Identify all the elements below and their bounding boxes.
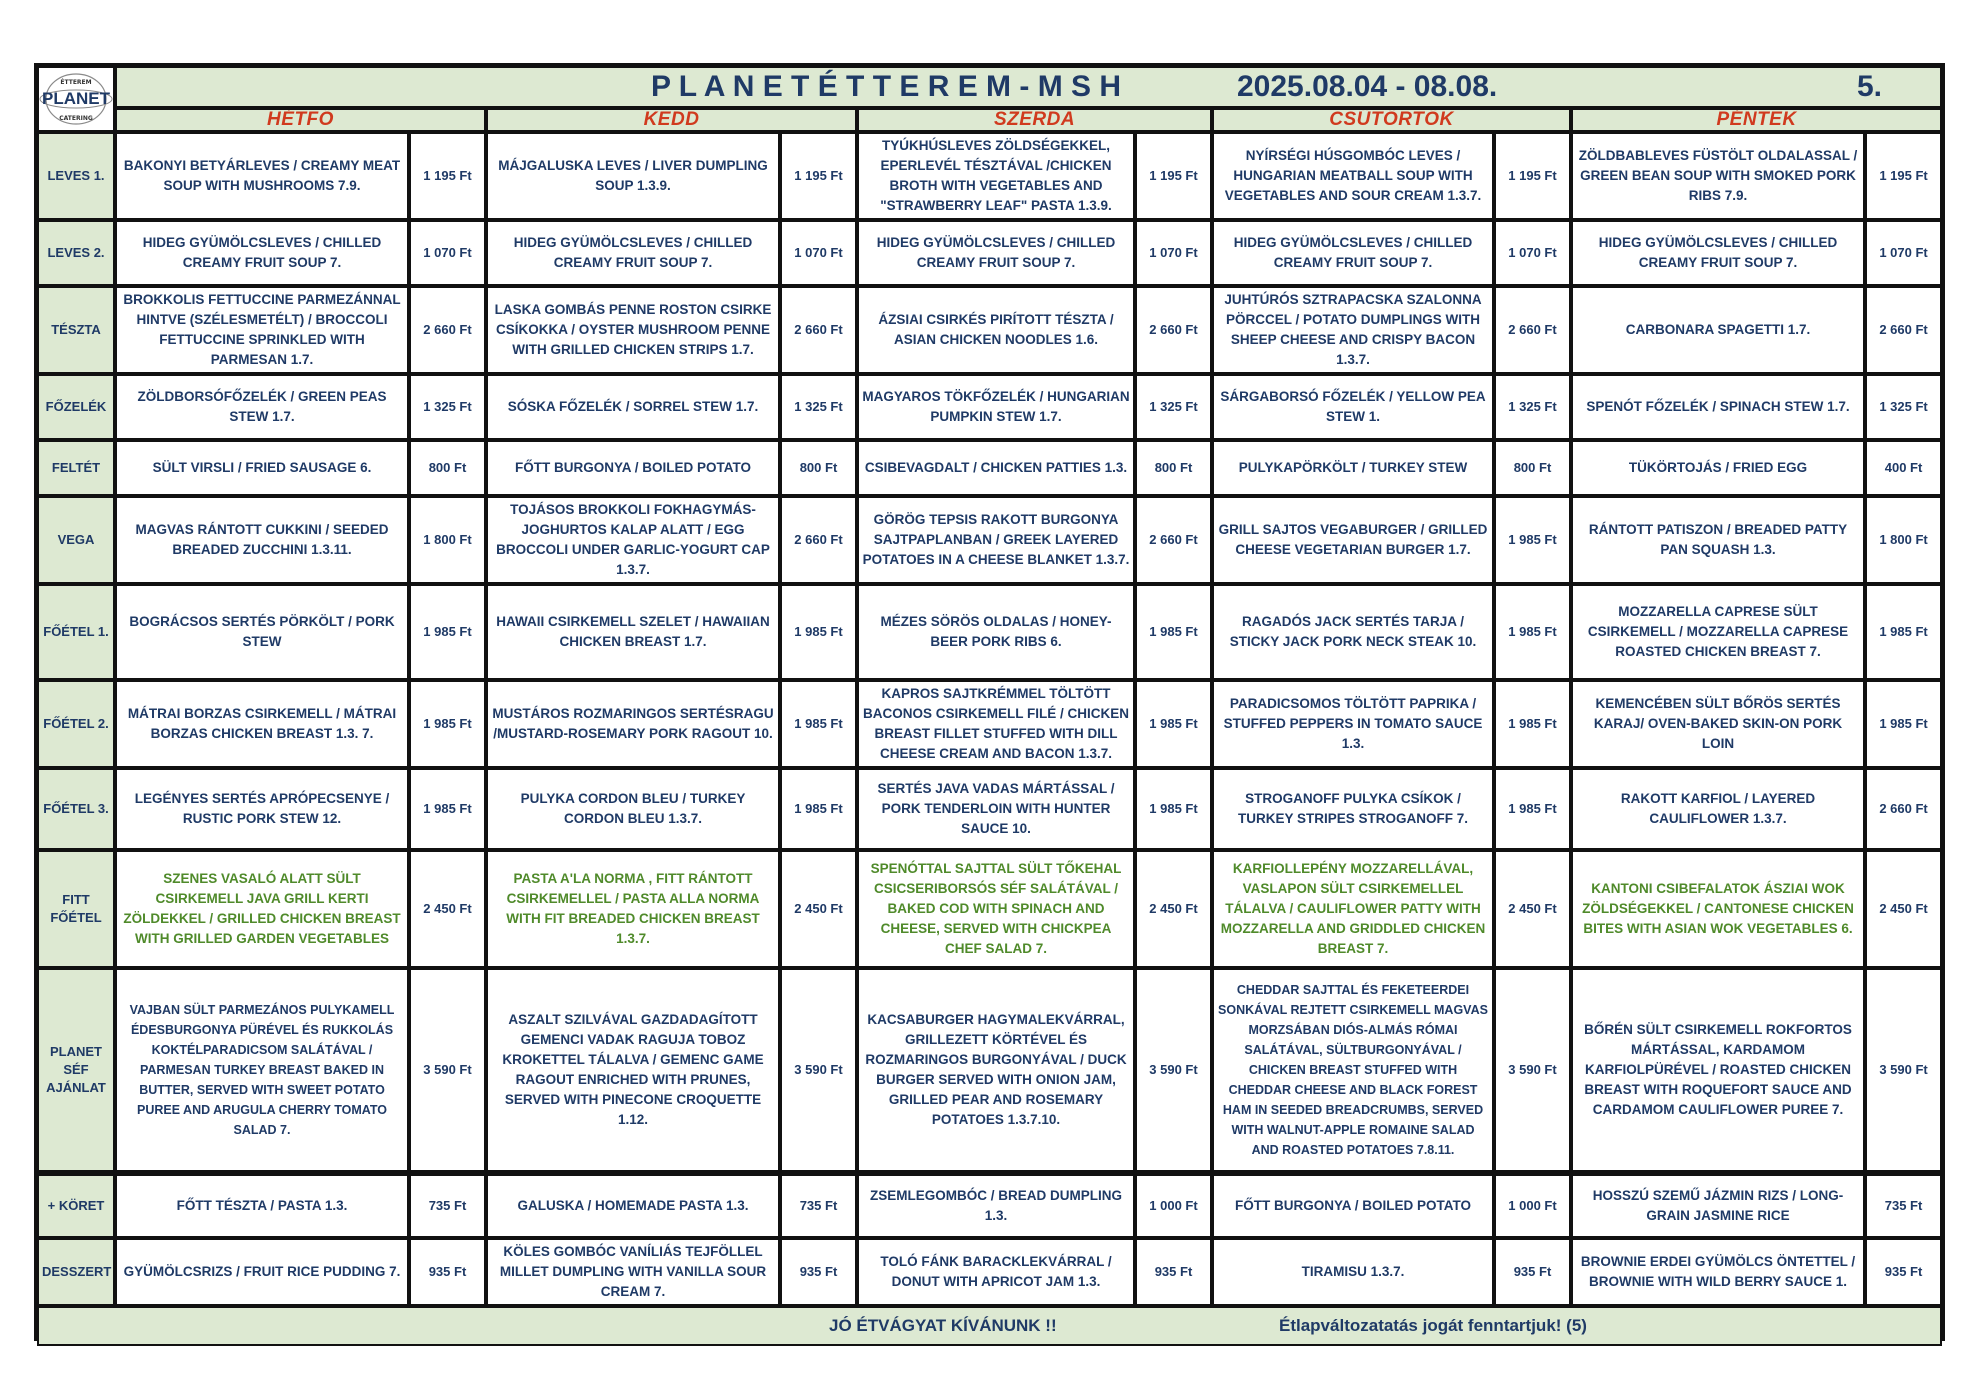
category-label: LEVES 1. <box>37 132 115 220</box>
dish-name: ÁZSIAI CSIRKÉS PIRÍTOTT TÉSZTA / ASIAN CHICKEN NOODLES 1.6. <box>857 286 1135 374</box>
dish-price: 1 985 Ft <box>780 680 857 768</box>
category-label: FŐÉTEL 3. <box>37 768 115 850</box>
logo-bottom-text: CATERING <box>59 115 93 122</box>
dish-price: 1 325 Ft <box>780 374 857 440</box>
dish-price: 2 450 Ft <box>1494 850 1571 968</box>
week-number: 5. <box>1857 70 1883 103</box>
dish-name: LASKA GOMBÁS PENNE ROSTON CSIRKE CSÍKOKKA / OYSTER MUSHROOM PENNE WITH GRILLED CHICKEN STRIPS 1.7. <box>486 286 780 374</box>
dish-price: 1 325 Ft <box>1494 374 1571 440</box>
dish-name: MÉZES SÖRÖS OLDALAS / HONEY-BEER PORK RIBS 6. <box>857 584 1135 680</box>
dish-name: SPENÓTTAL SAJTTAL SÜLT TŐKEHAL CSICSERIBORSÓS SÉF SALÁTÁVAL / BAKED COD WITH SPINACH AND CHEESE, SERVED WITH CHICKPEA CHEF SALAD 7. <box>857 850 1135 968</box>
dish-name: SÁRGABORSÓ FŐZELÉK / YELLOW PEA STEW 1. <box>1212 374 1494 440</box>
dish-name: MUSTÁROS ROZMARINGOS SERTÉSRAGU /MUSTARD-ROSEMARY PORK RAGOUT 10. <box>486 680 780 768</box>
menu-row <box>37 850 1942 968</box>
dish-price: 1 985 Ft <box>1494 496 1571 584</box>
title-row <box>37 66 1942 108</box>
category-label: PLANET SÉF AJÁNLAT <box>37 968 115 1172</box>
dish-name: RAKOTT KARFIOL / LAYERED CAULIFLOWER 1.3.7. <box>1571 768 1865 850</box>
dish-price: 1 985 Ft <box>1865 584 1942 680</box>
dish-name: ASZALT SZILVÁVAL GAZDADAGÍTOTT GEMENCI VADAK RAGUJA TOBOZ KROKETTEL TÁLALVA / GEMENC GAME RAGOUT ENRICHED WITH PRUNES, SERVED WITH PINECONE CROQUETTE 1.12. <box>486 968 780 1172</box>
dish-price: 1 800 Ft <box>1865 496 1942 584</box>
dish-price: 735 Ft <box>1865 1172 1942 1238</box>
day-header-row <box>37 108 1942 132</box>
dish-price: 1 985 Ft <box>1135 680 1212 768</box>
logo <box>37 66 115 132</box>
dish-price: 800 Ft <box>780 440 857 496</box>
dish-price: 1 985 Ft <box>409 584 486 680</box>
dish-price: 1 195 Ft <box>1135 132 1212 220</box>
category-label: FITT FŐÉTEL <box>37 850 115 968</box>
dish-price: 2 660 Ft <box>1865 286 1942 374</box>
menu-row <box>37 220 1942 286</box>
dish-name: TOJÁSOS BROKKOLI FOKHAGYMÁS-JOGHURTOS KALAP ALATT / EGG BROCCOLI UNDER GARLIC-YOGURT CAP 1.3.7. <box>486 496 780 584</box>
dish-price: 2 660 Ft <box>1865 768 1942 850</box>
dish-name: MÁJGALUSKA LEVES / LIVER DUMPLING SOUP 1.3.9. <box>486 132 780 220</box>
dish-name: TÜKÖRTOJÁS / FRIED EGG <box>1571 440 1865 496</box>
dish-name: FŐTT BURGONYA / BOILED POTATO <box>1212 1172 1494 1238</box>
menu-row <box>37 374 1942 440</box>
day-header: SZERDA <box>857 108 1212 132</box>
dish-name: BŐRÉN SÜLT CSIRKEMELL ROKFORTOS MÁRTÁSSAL, KARDAMOM KARFIOLPÜRÉVEL / ROASTED CHICKEN BREAST WITH ROQUEFORT SAUCE AND CARDAMOM CAULIFLOWER PUREE 7. <box>1571 968 1865 1172</box>
dish-name: HIDEG GYÜMÖLCSLEVES / CHILLED CREAMY FRUIT SOUP 7. <box>857 220 1135 286</box>
dish-name: SERTÉS JAVA VADAS MÁRTÁSSAL / PORK TENDERLOIN WITH HUNTER SAUCE 10. <box>857 768 1135 850</box>
logo-text: PLANET <box>42 89 110 108</box>
weekly-menu-sheet <box>34 63 1945 1341</box>
dish-price: 400 Ft <box>1865 440 1942 496</box>
day-header: CSÜTÖRTÖK <box>1212 108 1571 132</box>
dish-price: 2 450 Ft <box>409 850 486 968</box>
dish-name: KAPROS SAJTKRÉMMEL TÖLTÖTT BACONOS CSIRKEMELL FILÉ / CHICKEN BREAST FILLET STUFFED WITH DILL CHEESE CREAM AND BACON 1.3.7. <box>857 680 1135 768</box>
dish-name: PASTA A'LA NORMA , FITT RÁNTOTT CSIRKEMELLEL / PASTA ALLA NORMA WITH FIT BREADED CHICKEN BREAST 1.3.7. <box>486 850 780 968</box>
menu-row <box>37 496 1942 584</box>
dish-price: 1 985 Ft <box>1135 768 1212 850</box>
category-label: FŐÉTEL 1. <box>37 584 115 680</box>
dish-name: PULYKA CORDON BLEU / TURKEY CORDON BLEU 1.3.7. <box>486 768 780 850</box>
dish-price: 1 000 Ft <box>1135 1172 1212 1238</box>
menu-row <box>37 968 1942 1172</box>
dish-name: KARFIOLLEPÉNY MOZZARELLÁVAL, VASLAPON SÜLT CSIRKEMELLEL TÁLALVA / CAULIFLOWER PATTY WITH MOZZARELLA AND GRIDDLED CHICKEN BREAST 7. <box>1212 850 1494 968</box>
dish-name: HIDEG GYÜMÖLCSLEVES / CHILLED CREAMY FRUIT SOUP 7. <box>1571 220 1865 286</box>
date-range: 2025.08.04 - 08.08. <box>1237 70 1498 103</box>
dish-name: BOGRÁCSOS SERTÉS PÖRKÖLT / PORK STEW <box>115 584 409 680</box>
dish-name: SÜLT VIRSLI / FRIED SAUSAGE 6. <box>115 440 409 496</box>
category-label: VEGA <box>37 496 115 584</box>
planet-logo-icon <box>39 70 113 128</box>
dish-price: 2 660 Ft <box>780 496 857 584</box>
dish-name: GRILL SAJTOS VEGABURGER / GRILLED CHEESE VEGETARIAN BURGER 1.7. <box>1212 496 1494 584</box>
dish-name: MÁTRAI BORZAS CSIRKEMELL / MÁTRAI BORZAS CHICKEN BREAST 1.3. 7. <box>115 680 409 768</box>
menu-title-bar <box>115 66 1942 108</box>
dish-name: CHEDDAR SAJTTAL ÉS FEKETEERDEI SONKÁVAL REJTETT CSIRKEMELL MAGVAS MORZSÁBAN DIÓS-ALMÁS RÓMAI SALÁTÁVAL, SÜLTBURGONYÁVAL / CHICKEN BREAST STUFFED WITH CHEDDAR CHEESE AND BLACK FOREST HAM IN SEEDED BREADCRUMBS, SERVED WITH WALNUT-APPLE ROMAINE SALAD AND ROASTED POTATOES 7.8.11. <box>1212 968 1494 1172</box>
dish-price: 3 590 Ft <box>1494 968 1571 1172</box>
menu-row <box>37 1172 1942 1238</box>
dish-name: TIRAMISU 1.3.7. <box>1212 1238 1494 1306</box>
dish-price: 800 Ft <box>1135 440 1212 496</box>
dish-name: KEMENCÉBEN SÜLT BŐRÖS SERTÉS KARAJ/ OVEN-BAKED SKIN-ON PORK LOIN <box>1571 680 1865 768</box>
dish-price: 2 660 Ft <box>1494 286 1571 374</box>
dish-name: MOZZARELLA CAPRESE SÜLT CSIRKEMELL / MOZZARELLA CAPRESE ROASTED CHICKEN BREAST 7. <box>1571 584 1865 680</box>
dish-price: 935 Ft <box>1865 1238 1942 1306</box>
dish-price: 1 325 Ft <box>1135 374 1212 440</box>
dish-price: 2 450 Ft <box>1865 850 1942 968</box>
dish-name: MAGYAROS TÖKFŐZELÉK / HUNGARIAN PUMPKIN STEW 1.7. <box>857 374 1135 440</box>
menu-row <box>37 1238 1942 1306</box>
dish-name: LEGÉNYES SERTÉS APRÓPECSENYE / RUSTIC PORK STEW 12. <box>115 768 409 850</box>
dish-price: 1 985 Ft <box>1135 584 1212 680</box>
dish-price: 2 450 Ft <box>1135 850 1212 968</box>
day-header: PÉNTEK <box>1571 108 1942 132</box>
dish-name: ZÖLDBORSÓFŐZELÉK / GREEN PEAS STEW 1.7. <box>115 374 409 440</box>
menu-row <box>37 286 1942 374</box>
dish-name: GALUSKA / HOMEMADE PASTA 1.3. <box>486 1172 780 1238</box>
dish-price: 1 985 Ft <box>780 768 857 850</box>
category-label: FŐZELÉK <box>37 374 115 440</box>
menu-table <box>37 66 1942 1346</box>
dish-name: HOSSZÚ SZEMŰ JÁZMIN RIZS / LONG-GRAIN JASMINE RICE <box>1571 1172 1865 1238</box>
dish-name: TOLÓ FÁNK BARACKLEKVÁRRAL / DONUT WITH APRICOT JAM 1.3. <box>857 1238 1135 1306</box>
category-label: + KÖRET <box>37 1172 115 1238</box>
dish-name: KANTONI CSIBEFALATOK ÁSZIAI WOK ZÖLDSÉGEKKEL / CANTONESE CHICKEN BITES WITH ASIAN WOK VEGETABLES 6. <box>1571 850 1865 968</box>
dish-name: PULYKAPÖRKÖLT / TURKEY STEW <box>1212 440 1494 496</box>
dish-name: VAJBAN SÜLT PARMEZÁNOS PULYKAMELL ÉDESBURGONYA PÜRÉVEL ÉS RUKKOLÁS KOKTÉLPARADICSOM SALÁTÁVAL / PARMESAN TURKEY BREAST BAKED IN BUTTER, SERVED WITH SWEET POTATO PUREE AND ARUGULA CHERRY TOMATO SALAD 7. <box>115 968 409 1172</box>
footer-disclaimer: Étlapváltozatatás jogát fenntartjuk! (5) <box>1279 1316 1587 1335</box>
dish-name: FŐTT BURGONYA / BOILED POTATO <box>486 440 780 496</box>
dish-name: ZSEMLEGOMBÓC / BREAD DUMPLING 1.3. <box>857 1172 1135 1238</box>
dish-price: 1 195 Ft <box>780 132 857 220</box>
menu-row <box>37 680 1942 768</box>
dish-price: 935 Ft <box>1135 1238 1212 1306</box>
dish-name: CARBONARA SPAGETTI 1.7. <box>1571 286 1865 374</box>
dish-name: BAKONYI BETYÁRLEVES / CREAMY MEAT SOUP WITH MUSHROOMS 7.9. <box>115 132 409 220</box>
dish-name: ZÖLDBABLEVES FÜSTÖLT OLDALASSAL / GREEN BEAN SOUP WITH SMOKED PORK RIBS 7.9. <box>1571 132 1865 220</box>
dish-price: 735 Ft <box>780 1172 857 1238</box>
dish-name: CSIBEVAGDALT / CHICKEN PATTIES 1.3. <box>857 440 1135 496</box>
category-label: FŐÉTEL 2. <box>37 680 115 768</box>
day-header: KEDD <box>486 108 857 132</box>
dish-name: NYÍRSÉGI HÚSGOMBÓC LEVES / HUNGARIAN MEATBALL SOUP WITH VEGETABLES AND SOUR CREAM 1.3.7. <box>1212 132 1494 220</box>
dish-name: KÖLES GOMBÓC VANÍLIÁS TEJFÖLLEL MILLET DUMPLING WITH VANILLA SOUR CREAM 7. <box>486 1238 780 1306</box>
dish-name: RAGADÓS JACK SERTÉS TARJA / STICKY JACK PORK NECK STEAK 10. <box>1212 584 1494 680</box>
dish-price: 2 660 Ft <box>409 286 486 374</box>
dish-price: 735 Ft <box>409 1172 486 1238</box>
dish-name: RÁNTOTT PATISZON / BREADED PATTY PAN SQUASH 1.3. <box>1571 496 1865 584</box>
dish-price: 3 590 Ft <box>780 968 857 1172</box>
footer-greeting: JÓ ÉTVÁGYAT KÍVÁNUNK !! <box>829 1316 1057 1335</box>
menu-row <box>37 440 1942 496</box>
footer-bar <box>37 1306 1942 1346</box>
dish-name: SÓSKA FŐZELÉK / SORREL STEW 1.7. <box>486 374 780 440</box>
dish-price: 1 070 Ft <box>1135 220 1212 286</box>
dish-name: SZENES VASALÓ ALATT SÜLT CSIRKEMELL JAVA GRILL KERTI ZÖLDEKKEL / GRILLED CHICKEN BREAST WITH GRILLED GARDEN VEGETABLES <box>115 850 409 968</box>
category-label: FELTÉT <box>37 440 115 496</box>
dish-name: HIDEG GYÜMÖLCSLEVES / CHILLED CREAMY FRUIT SOUP 7. <box>1212 220 1494 286</box>
dish-price: 1 195 Ft <box>1865 132 1942 220</box>
dish-price: 2 660 Ft <box>1135 496 1212 584</box>
dish-price: 1 985 Ft <box>409 680 486 768</box>
dish-name: HIDEG GYÜMÖLCSLEVES / CHILLED CREAMY FRUIT SOUP 7. <box>115 220 409 286</box>
dish-price: 2 660 Ft <box>1135 286 1212 374</box>
dish-name: KACSABURGER HAGYMALEKVÁRRAL, GRILLEZETT KÖRTÉVEL ÉS ROZMARINGOS BURGONYÁVAL / DUCK BURGER SERVED WITH ONION JAM, GRILLED PEAR AND ROSEMARY POTATOES 1.3.7.10. <box>857 968 1135 1172</box>
dish-price: 1 325 Ft <box>409 374 486 440</box>
dish-price: 1 070 Ft <box>1865 220 1942 286</box>
dish-price: 1 325 Ft <box>1865 374 1942 440</box>
dish-name: TYÚKHÚSLEVES ZÖLDSÉGEKKEL, EPERLEVÉL TÉSZTÁVAL /CHICKEN BROTH WITH VEGETABLES AND "STRAWBERRY LEAF" PASTA 1.3.9. <box>857 132 1135 220</box>
dish-name: MAGVAS RÁNTOTT CUKKINI / SEEDED BREADED ZUCCHINI 1.3.11. <box>115 496 409 584</box>
menu-row <box>37 132 1942 220</box>
dish-price: 1 000 Ft <box>1494 1172 1571 1238</box>
dish-price: 800 Ft <box>1494 440 1571 496</box>
dish-name: GYÜMÖLCSRIZS / FRUIT RICE PUDDING 7. <box>115 1238 409 1306</box>
dish-name: JUHTÚRÓS SZTRAPACSKA SZALONNA PÖRCCEL / POTATO DUMPLINGS WITH SHEEP CHEESE AND CRISPY BACON 1.3.7. <box>1212 286 1494 374</box>
day-header: HÉTFŐ <box>115 108 486 132</box>
dish-name: GÖRÖG TEPSIS RAKOTT BURGONYA SAJTPAPLANBAN / GREEK LAYERED POTATOES IN A CHEESE BLANKET 1.3.7. <box>857 496 1135 584</box>
category-label: LEVES 2. <box>37 220 115 286</box>
dish-price: 1 070 Ft <box>780 220 857 286</box>
dish-price: 3 590 Ft <box>409 968 486 1172</box>
dish-price: 3 590 Ft <box>1135 968 1212 1172</box>
dish-price: 2 450 Ft <box>780 850 857 968</box>
dish-price: 3 590 Ft <box>1865 968 1942 1172</box>
dish-name: FŐTT TÉSZTA / PASTA 1.3. <box>115 1172 409 1238</box>
dish-price: 935 Ft <box>1494 1238 1571 1306</box>
dish-price: 1 985 Ft <box>1494 680 1571 768</box>
dish-price: 2 660 Ft <box>780 286 857 374</box>
dish-price: 1 070 Ft <box>1494 220 1571 286</box>
footer-row <box>37 1306 1942 1346</box>
dish-price: 1 070 Ft <box>409 220 486 286</box>
logo-top-text: ÉTTEREM <box>60 79 92 86</box>
dish-name: STROGANOFF PULYKA CSÍKOK / TURKEY STRIPES STROGANOFF 7. <box>1212 768 1494 850</box>
dish-price: 935 Ft <box>409 1238 486 1306</box>
dish-price: 1 800 Ft <box>409 496 486 584</box>
dish-price: 1 985 Ft <box>1865 680 1942 768</box>
dish-name: PARADICSOMOS TÖLTÖTT PAPRIKA / STUFFED PEPPERS IN TOMATO SAUCE 1.3. <box>1212 680 1494 768</box>
dish-name: BROKKOLIS FETTUCCINE PARMEZÁNNAL HINTVE (SZÉLESMETÉLT) / BROCCOLI FETTUCCINE SPRINKLED WITH PARMESAN 1.7. <box>115 286 409 374</box>
category-label: DESSZERT <box>37 1238 115 1306</box>
dish-name: BROWNIE ERDEI GYÜMÖLCS ÖNTETTEL / BROWNIE WITH WILD BERRY SAUCE 1. <box>1571 1238 1865 1306</box>
dish-price: 1 195 Ft <box>409 132 486 220</box>
dish-price: 1 985 Ft <box>780 584 857 680</box>
dish-name: SPENÓT FŐZELÉK / SPINACH STEW 1.7. <box>1571 374 1865 440</box>
dish-price: 935 Ft <box>780 1238 857 1306</box>
dish-price: 800 Ft <box>409 440 486 496</box>
menu-row <box>37 584 1942 680</box>
dish-price: 1 985 Ft <box>409 768 486 850</box>
dish-price: 1 195 Ft <box>1494 132 1571 220</box>
menu-row <box>37 768 1942 850</box>
dish-name: HAWAII CSIRKEMELL SZELET / HAWAIIAN CHICKEN BREAST 1.7. <box>486 584 780 680</box>
dish-name: HIDEG GYÜMÖLCSLEVES / CHILLED CREAMY FRUIT SOUP 7. <box>486 220 780 286</box>
dish-price: 1 985 Ft <box>1494 768 1571 850</box>
dish-price: 1 985 Ft <box>1494 584 1571 680</box>
page-title: P L A N E T É T T E R E M - M S H <box>651 70 1122 103</box>
category-label: TÉSZTA <box>37 286 115 374</box>
